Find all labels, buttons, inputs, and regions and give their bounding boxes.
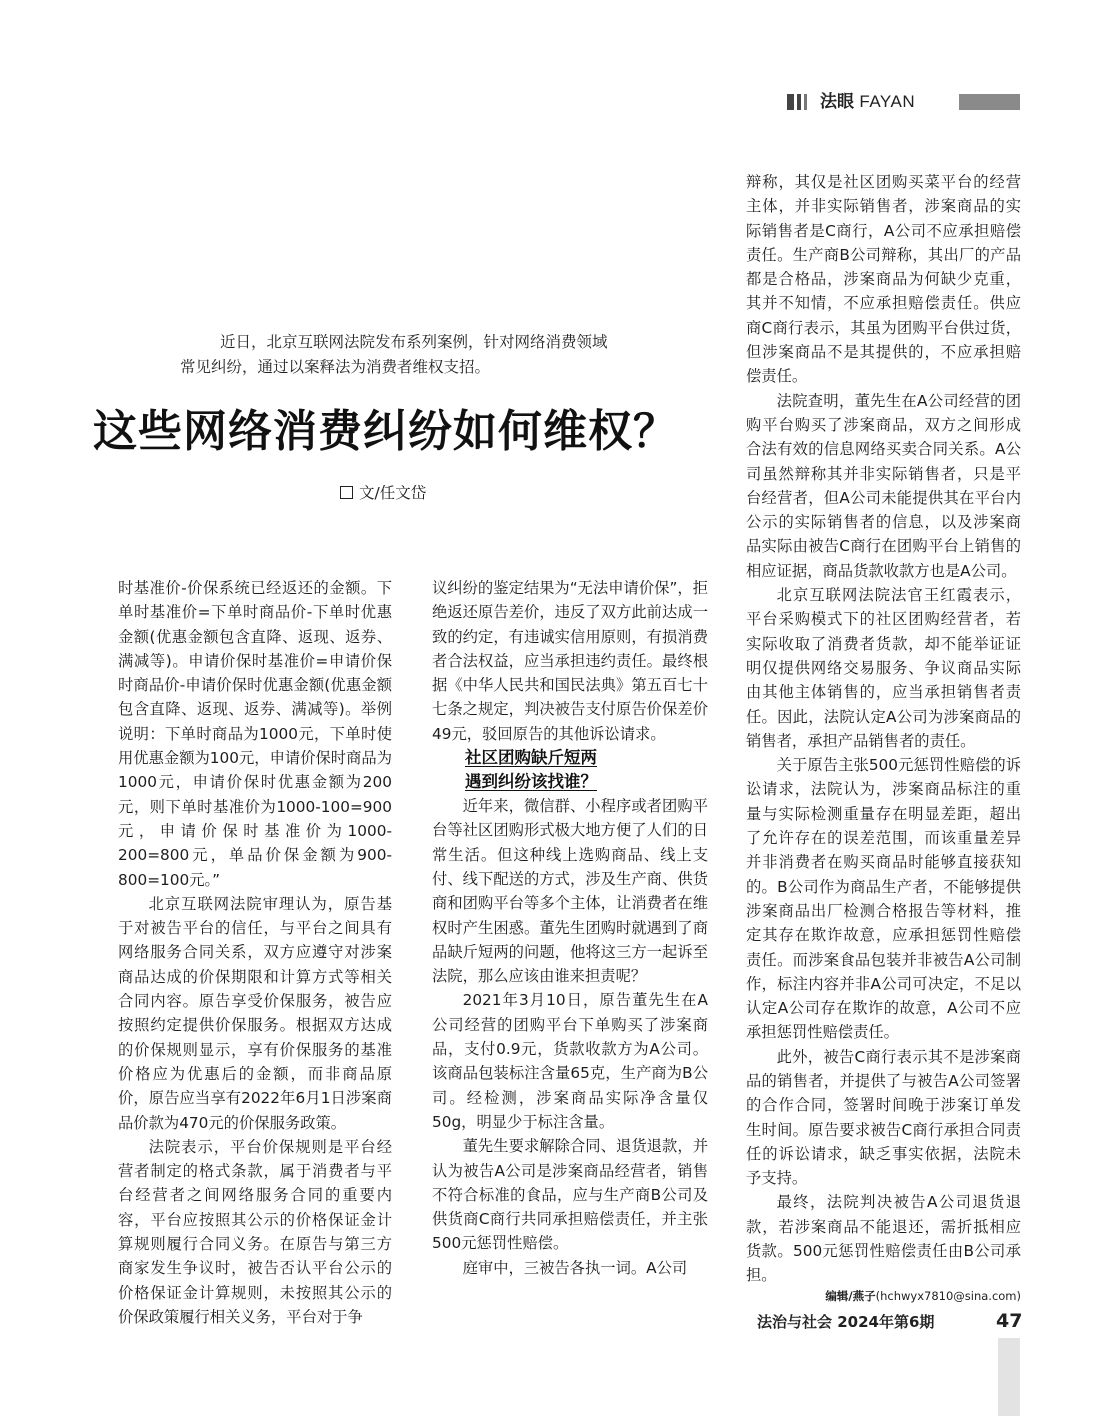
header-bar-decoration (797, 94, 801, 110)
paragraph: 北京互联网法院法官王红霞表示，平台采购模式下的社区团购经营者，若实际收取了消费者货款，却不能举证证明仅提供网络交易服务、争议商品实际由其他主体销售的，应当承担销售者责任。因此，法院认定A公司为涉案商品的销售者，承担产品销售者的责任。 (746, 586, 1021, 750)
byline (340, 482, 426, 504)
paragraph: 辩称，其仅是社区团购买菜平台的经营主体，并非实际销售者，涉案商品的实际销售者是C商行，A公司不应承担赔偿责任。生产商B公司辩称，其出厂的产品都是合格品，涉案商品为何缺少克重，其并不知情，不应承担赔偿责任。供应商C商行表示，其虽为团购平台供过货，但涉案商品不是其提供的，不应承担赔偿责任。 (746, 173, 1021, 386)
paragraph: 北京互联网法院审理认为，原告基于对被告平台的信任，与平台之间具有网络服务合同关系，双方应遵守对涉案商品达成的价保期限和计算方式等相关合同内容。原告享受价保服务，被告应按照约定提供价保服务。根据双方达成的价保规则显示，享有价保服务的基准价格应为优惠后的金额，而非商品原价，原告应当享有2022年6月1日涉案商品价款为470元的价保服务政策。 (118, 894, 392, 1132)
paragraph: 此外，被告C商行表示其不是涉案商品的销售者，并提供了与被告A公司签署的合作合同，签署时间晚于涉案订单发生时间。原告要求被告C商行承担合同责任的诉讼请求，缺乏事实依据，法院未予支持。 (746, 1047, 1021, 1188)
subheading: 社区团购缺斤短两 (465, 748, 597, 768)
column-2 (432, 576, 708, 1280)
editor-credit (746, 1288, 1021, 1304)
section-header (787, 92, 1020, 114)
column-3 (746, 170, 1021, 1304)
paragraph: 2021年3月10日，原告董先生在A公司经营的团购平台下单购买了涉案商品，支付0.9元，货款收款方为A公司。该商品包装标注含量65克，生产商为B公司。经检测，涉案商品实际净含量仅50g，明显少于标注含量。 (432, 991, 708, 1131)
subheading: 遇到纠纷该找谁？ (465, 772, 597, 792)
paragraph: 法院查明，董先生在A公司经营的团购平台购买了涉案商品，双方之间形成合法有效的信息网络买卖合同关系。A公司虽然辩称其并非实际销售者，只是平台经营者，但A公司未能提供其在平台内公示的实际销售者的信息，以及涉案商品实际由被告C商行在团购平台上销售的相应证据，商品货款收款方也是A公司。 (746, 391, 1021, 580)
paragraph: 近年来，微信群、小程序或者团购平台等社区团购形式极大地方便了人们的日常生活。但这种线上选购商品、线上支付、线下配送的方式，涉及生产商、供货商和团购平台等多个主体，让消费者在维权时产生困惑。董先生团购时就遇到了商品缺斤短两的问题，他将这三方一起诉至法院，那么应该由谁来担责呢？ (432, 797, 708, 986)
paragraph: 最终，法院判决被告A公司退货退款，若涉案商品不能退还，需折抵相应货款。500元惩罚性赔偿责任由B公司承担。 (746, 1193, 1021, 1285)
paragraph: 时基准价-价保系统已经返还的金额。下单时基准价=下单时商品价-下单时优惠金额(优惠金额包含直降、返现、返券、满减等)。申请价保时基准价=申请价保时商品价-申请价保时优惠金额(优惠金额包含直降、返现、返券、满减等)。举例说明：下单时商品为1000元，下单时使用优惠金额为100元，申请价保时商品为1000元，申请价保时优惠金额为200元，则下单时基准价为1000-100=900元，申请价保时基准价为1000-200=800元，单品价保金额为900-800=100元。” (118, 579, 392, 889)
page-number: 47 (996, 1310, 1023, 1332)
header-bar-decoration (804, 94, 807, 110)
byline-box-icon (340, 486, 353, 499)
page-number-bar (998, 1338, 1020, 1416)
paragraph: 议纠纷的鉴定结果为“无法申请价保”，拒绝返还原告差价，违反了双方此前达成一致的约定，有违诚实信用原则，有损消费者合法权益，应当承担违约责任。最终根据《中华人民共和国民法典》第五百七十七条之规定，判决被告支付原告价保差价49元，驳回原告的其他诉讼请求。 (432, 579, 708, 743)
section-label-en: FAYAN (859, 92, 916, 111)
author: 文/任文岱 (359, 484, 427, 502)
paragraph: 庭审中，三被告各执一词。A公司 (462, 1258, 688, 1277)
lead-paragraph: 近日，北京互联网法院发布系列案例，针对网络消费领域常见纠纷，通过以案释法为消费者维权支招。 (180, 333, 608, 376)
publication-footer: 法治与社会 2024年第6期 (757, 1313, 935, 1331)
paragraph: 关于原告主张500元惩罚性赔偿的诉讼请求，法院认为，涉案商品标注的重量与实际检测重量存在明显差距，超出了允许存在的误差范围，而该重量差异并非消费者在购买商品时能够直接获知的。B公司作为商品生产者，不能够提供涉案商品出厂检测合格报告等材料，推定其存在欺诈故意，应承担惩罚性赔偿责任。而涉案食品包装并非被告A公司制作，标注内容并非A公司可决定，不足以认定A公司存在欺诈的故意，A公司不应承担惩罚性赔偿责任。 (746, 756, 1021, 1042)
header-bar-decoration (787, 94, 794, 110)
section-label-cn: 法眼 (820, 92, 854, 112)
paragraph: 法院表示，平台价保规则是平台经营者制定的格式条款，属于消费者与平台经营者之间网络服务合同的重要内容，平台应按照其公示的价格保证金计算规则履行合同义务。在原告与第三方商家发生争议时，被告否认平台公示的价格保证金计算规则，未按照其公示的价保政策履行相关义务，平台对于争 (118, 1137, 392, 1326)
paragraph: 董先生要求解除合同、退货退款，并认为被告A公司是涉案商品经营者，销售不符合标准的食品，应与生产商B公司及供货商C商行共同承担赔偿责任，并主张500元惩罚性赔偿。 (432, 1137, 708, 1253)
header-gray-block (959, 94, 1020, 110)
article-title: 这些网络消费纠纷如何维权？ (93, 406, 678, 457)
section-label (820, 92, 915, 112)
editor-label: 编辑/燕子 (825, 1288, 876, 1303)
editor-email: (hchwyx7810@sina.com) (875, 1288, 1021, 1303)
column-1 (118, 576, 392, 1329)
